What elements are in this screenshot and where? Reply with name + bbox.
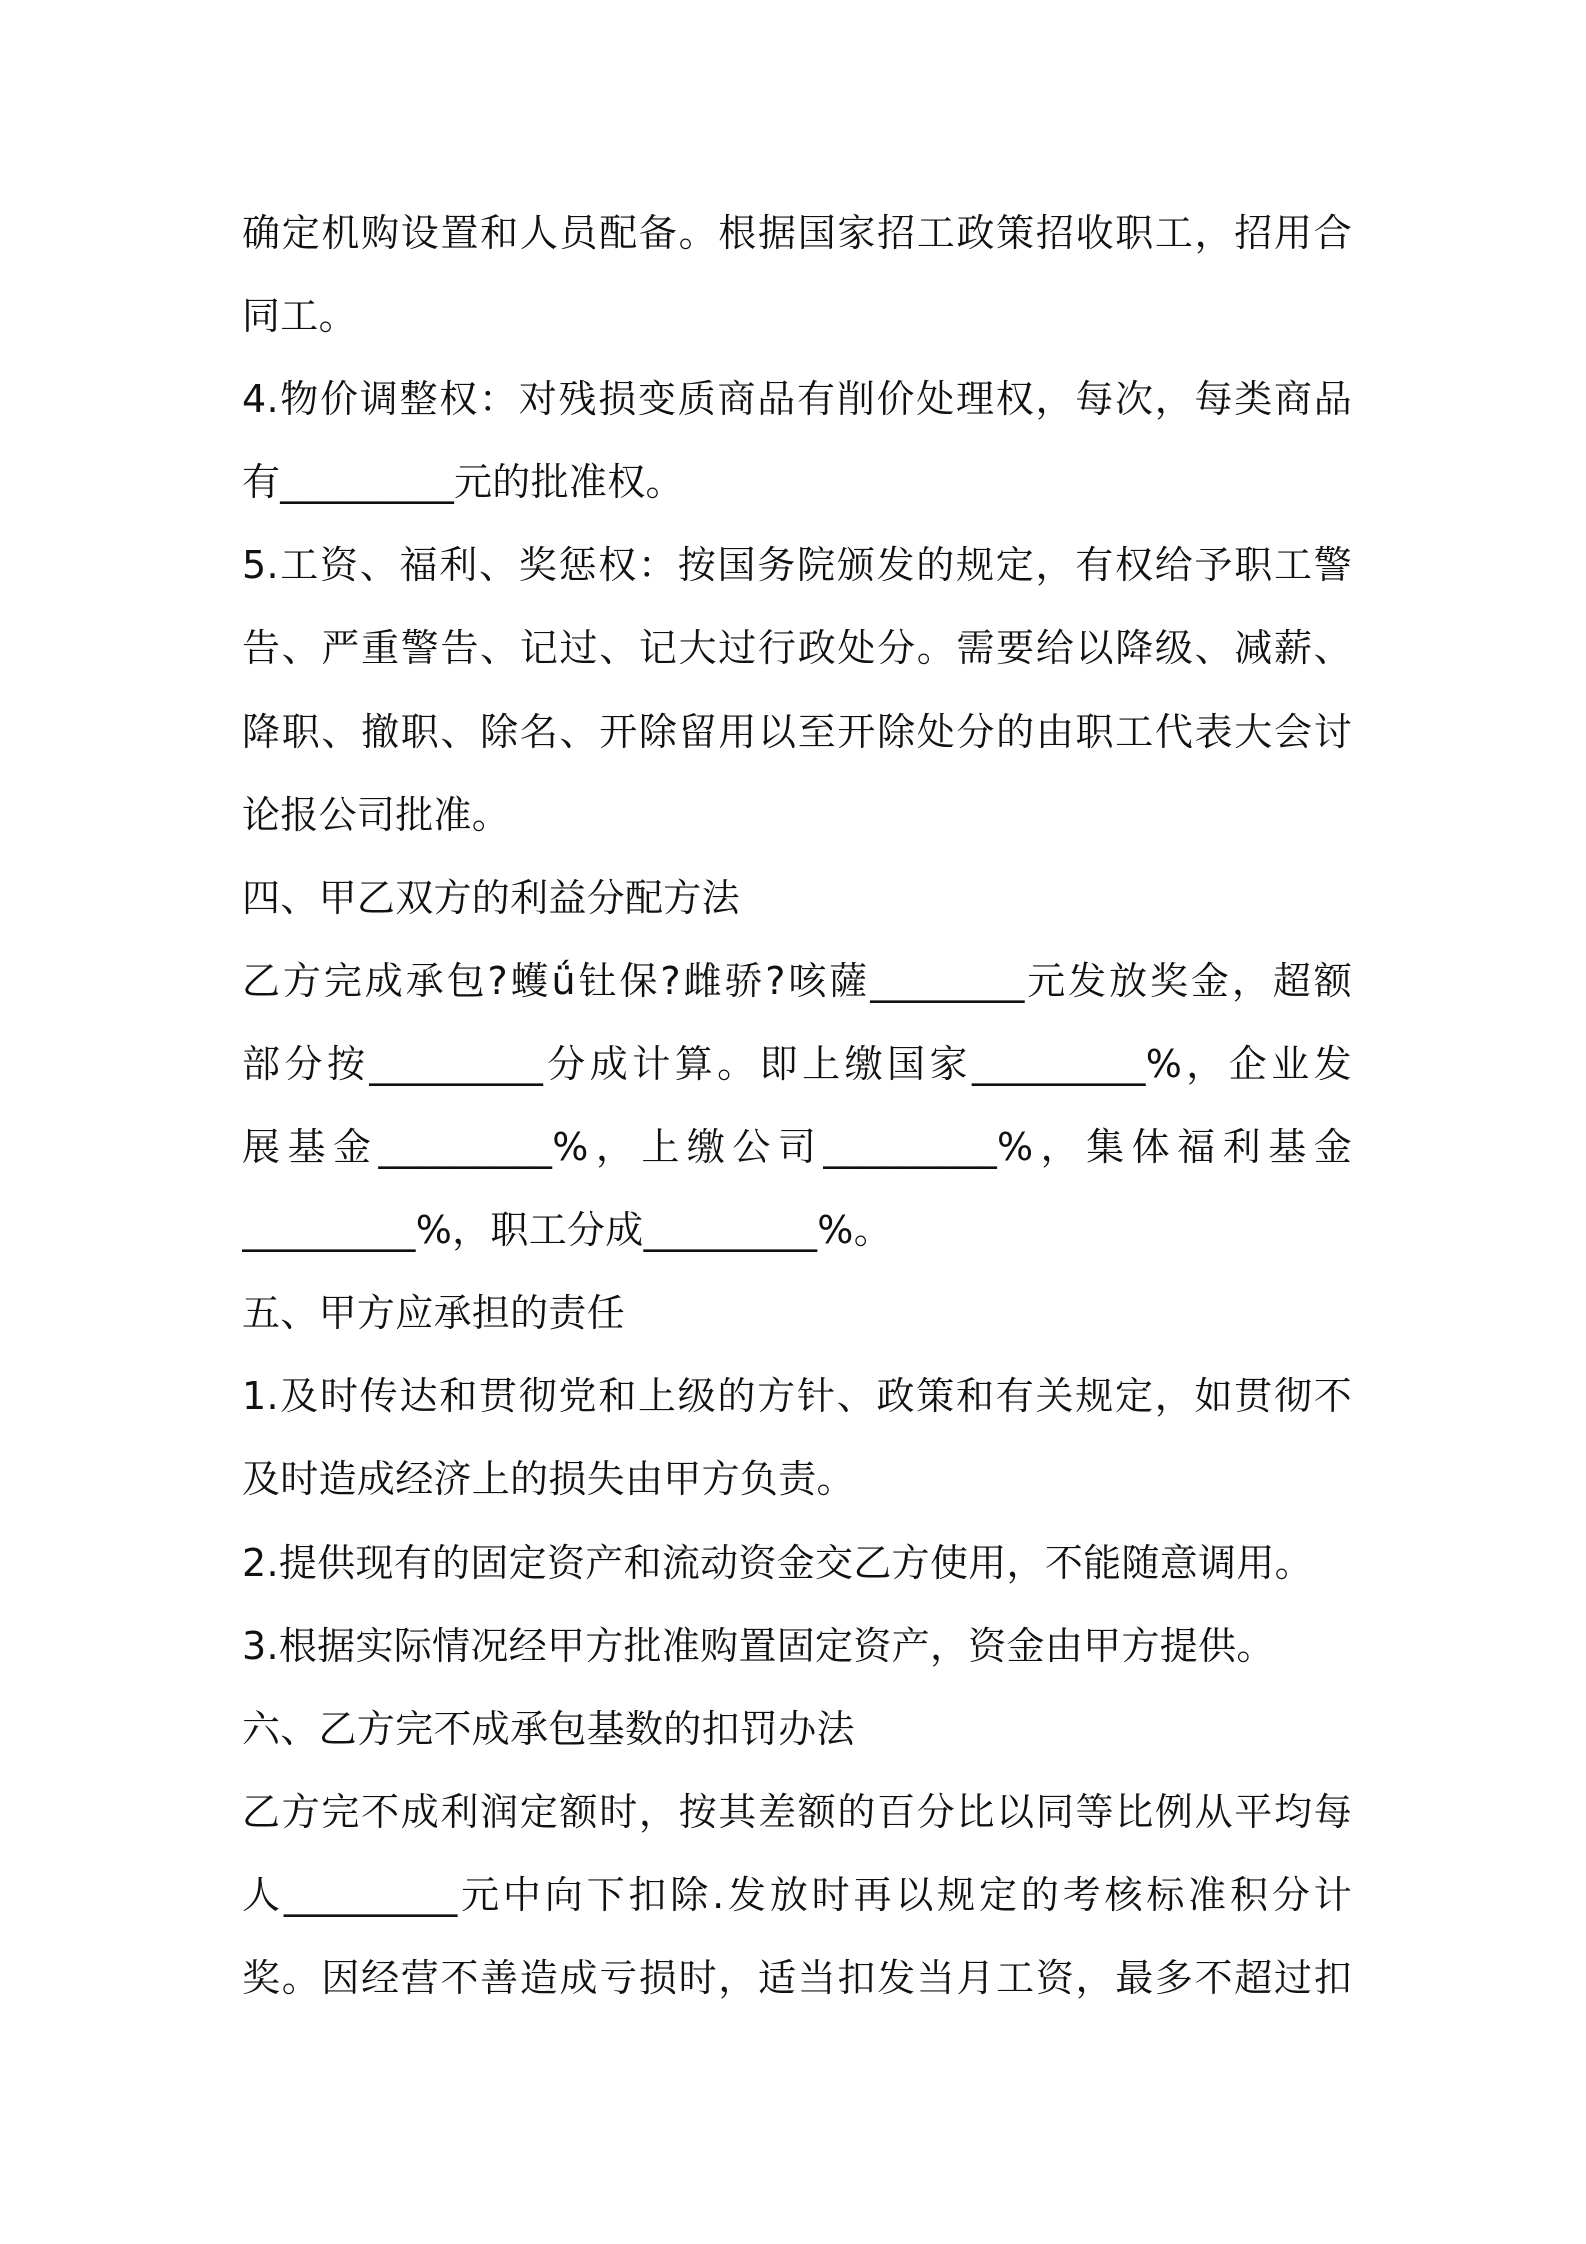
paragraph-line: 2.提供现有的固定资产和流动资金交乙方使用，不能随意调用。 xyxy=(242,1540,1313,1585)
paragraph-line: 有_________元的批准权。 xyxy=(242,460,684,505)
paragraph-line: 人_________元中向下扣除.发放时再以规定的考核标准积分计 xyxy=(242,1872,1352,1917)
paragraph-line: 3.根据实际情况经甲方批准购置固定资产，资金由甲方提供。 xyxy=(242,1623,1275,1668)
paragraph-line: 告、严重警告、记过、记大过行政处分。需要给以降级、减薪、 xyxy=(242,626,1352,671)
paragraph-line: 5.工资、福利、奖惩权：按国务院颁发的规定，有权给予职工警 xyxy=(242,543,1352,588)
paragraph-line: 乙方完成承包?蠖ǘ钍保?雌骄?咳薩________元发放奖金，超额 xyxy=(242,958,1352,1003)
paragraph-line: 降职、撤职、除名、开除留用以至开除处分的由职工代表大会讨 xyxy=(242,709,1352,754)
document-body xyxy=(242,192,1352,2020)
paragraph-line: 乙方完不成利润定额时，按其差额的百分比以同等比例从平均每 xyxy=(242,1789,1352,1834)
paragraph-line: 4.物价调整权：对残损变质商品有削价处理权，每次，每类商品 xyxy=(242,377,1352,422)
paragraph-line: 同工。 xyxy=(242,294,357,339)
paragraph-line: 展基金_________%，上缴公司_________%，集体福利基金 xyxy=(242,1125,1352,1170)
section-heading: 五、甲方应承担的责任 xyxy=(242,1291,626,1336)
paragraph-line: _________%，职工分成_________%。 xyxy=(242,1208,893,1253)
paragraph-line: 论报公司批准。 xyxy=(242,792,511,837)
paragraph-line: 确定机购设置和人员配备。根据国家招工政策招收职工，招用合 xyxy=(242,211,1352,255)
paragraph-line: 奖。因经营不善造成亏损时，适当扣发当月工资，最多不超过扣 xyxy=(242,1955,1352,2000)
paragraph-line: 及时造成经济上的损失由甲方负责。 xyxy=(242,1457,855,1502)
paragraph-line: 1.及时传达和贯彻党和上级的方针、政策和有关规定，如贯彻不 xyxy=(242,1374,1352,1419)
paragraph-line: 部分按_________分成计算。即上缴国家_________%，企业发 xyxy=(242,1041,1352,1086)
section-heading: 四、甲乙双方的利益分配方法 xyxy=(242,875,740,920)
section-heading: 六、乙方完不成承包基数的扣罚办法 xyxy=(242,1706,855,1751)
